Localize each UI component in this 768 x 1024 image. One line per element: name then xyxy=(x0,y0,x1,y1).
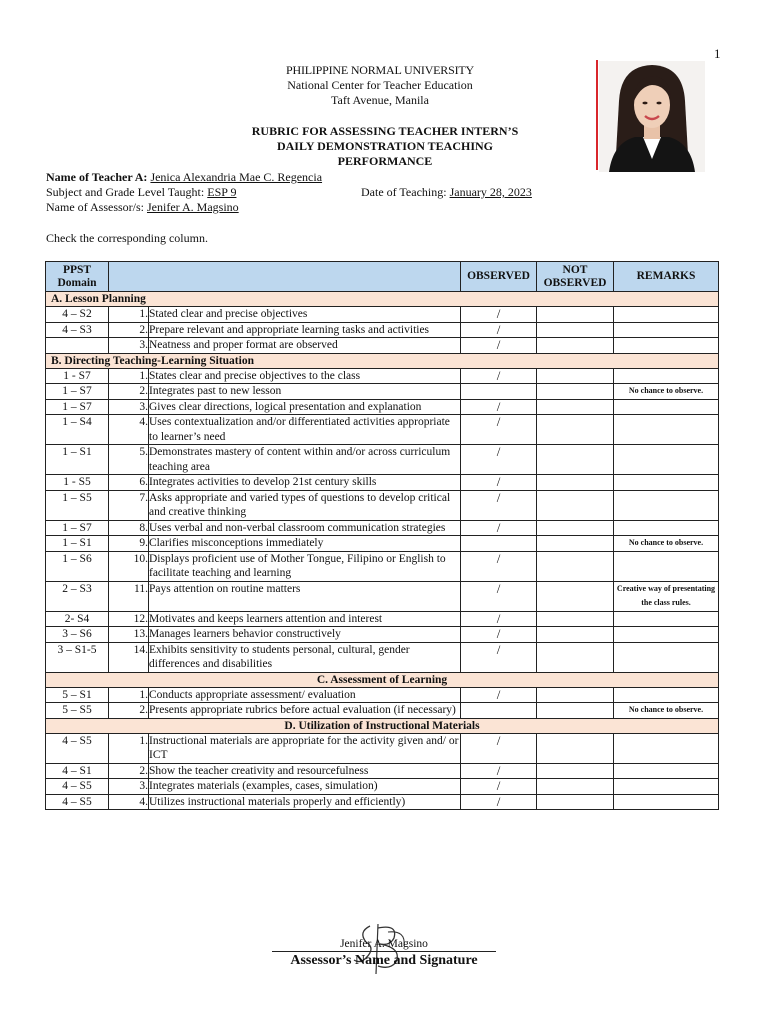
teacher-photo xyxy=(599,61,705,172)
table-row xyxy=(46,490,719,520)
domain-code: 4 – S1 xyxy=(46,763,109,779)
domain-code: 4 – S5 xyxy=(46,794,109,810)
assessor-signature-name: Jenifer A. Magsino xyxy=(272,938,496,952)
item-number: 3. xyxy=(109,399,149,415)
indicator-text: Exhibits sensitivity to students personal, cultural, gender differences and disabilities xyxy=(149,642,461,672)
observed-cell[interactable]: / xyxy=(461,733,537,763)
date-line xyxy=(361,185,532,199)
indicator-text: Utilizes instructional materials properly and efficiently) xyxy=(149,794,461,810)
remarks-cell xyxy=(614,794,719,810)
indicator-text: Asks appropriate and varied types of questions to develop critical and creative thinking xyxy=(149,490,461,520)
indicator-text: Displays proficient use of Mother Tongue, Filipino or English to facilitate teaching and learning xyxy=(149,551,461,581)
instruction-text: Check the corresponding column. xyxy=(46,231,208,245)
section-row xyxy=(46,672,719,687)
observed-cell[interactable]: / xyxy=(461,763,537,779)
not-observed-cell[interactable] xyxy=(537,627,614,643)
observed-cell[interactable]: / xyxy=(461,642,537,672)
observed-cell[interactable] xyxy=(461,384,537,400)
domain-code: 2 – S3 xyxy=(46,581,109,611)
signature-block xyxy=(272,938,496,969)
not-observed-cell[interactable] xyxy=(537,536,614,552)
indicator-text: Integrates materials (examples, cases, simulation) xyxy=(149,779,461,795)
remarks-cell xyxy=(614,368,719,384)
item-number: 1. xyxy=(109,733,149,763)
remarks-cell xyxy=(614,415,719,445)
remarks-cell xyxy=(614,490,719,520)
remarks-cell xyxy=(614,307,719,323)
observed-cell[interactable] xyxy=(461,536,537,552)
remarks-cell xyxy=(614,475,719,491)
item-number: 5. xyxy=(109,445,149,475)
not-observed-cell[interactable] xyxy=(537,384,614,400)
table-row xyxy=(46,384,719,400)
domain-code: 1 - S7 xyxy=(46,368,109,384)
table-row xyxy=(46,445,719,475)
domain-code: 4 – S5 xyxy=(46,779,109,795)
indicator-text: Instructional materials are appropriate for the activity given and/ or ICT xyxy=(149,733,461,763)
subject-line xyxy=(46,185,236,199)
not-observed-cell[interactable] xyxy=(537,307,614,323)
indicator-text: Uses contextualization and/or differentiated activities appropriate to learner’s need xyxy=(149,415,461,445)
item-number: 3. xyxy=(109,779,149,795)
observed-cell[interactable]: / xyxy=(461,551,537,581)
item-number: 2. xyxy=(109,322,149,338)
table-row xyxy=(46,536,719,552)
subject-value: ESP 9 xyxy=(207,185,237,199)
domain-code: 5 – S1 xyxy=(46,687,109,703)
item-number: 12. xyxy=(109,611,149,627)
assessor-label: Name of Assessor/s: xyxy=(46,200,144,214)
not-observed-cell[interactable] xyxy=(537,581,614,611)
domain-code: 3 – S1-5 xyxy=(46,642,109,672)
item-number: 3. xyxy=(109,338,149,354)
item-number: 13. xyxy=(109,627,149,643)
remarks-cell xyxy=(614,763,719,779)
indicator-text: Demonstrates mastery of content within and/or across curriculum teaching area xyxy=(149,445,461,475)
domain-code xyxy=(46,338,109,354)
teacher-name-line xyxy=(46,170,322,184)
observed-cell[interactable]: / xyxy=(461,611,537,627)
domain-code: 1 – S6 xyxy=(46,551,109,581)
remarks-cell: No chance to observe. xyxy=(614,703,719,719)
section-row xyxy=(46,718,719,733)
not-observed-cell[interactable] xyxy=(537,551,614,581)
observed-cell[interactable]: / xyxy=(461,475,537,491)
table-row xyxy=(46,322,719,338)
not-observed-cell[interactable] xyxy=(537,611,614,627)
item-number: 4. xyxy=(109,415,149,445)
not-observed-cell[interactable] xyxy=(537,794,614,810)
remarks-cell xyxy=(614,551,719,581)
accent-line xyxy=(596,60,598,170)
not-observed-cell[interactable] xyxy=(537,733,614,763)
item-number: 1. xyxy=(109,368,149,384)
rubric-table xyxy=(45,261,719,810)
domain-code: 1 – S7 xyxy=(46,399,109,415)
remarks-cell xyxy=(614,642,719,672)
remarks-cell xyxy=(614,445,719,475)
table-row xyxy=(46,733,719,763)
item-number: 10. xyxy=(109,551,149,581)
domain-code: 1 - S5 xyxy=(46,475,109,491)
title-line-1: RUBRIC FOR ASSESSING TEACHER INTERN’S xyxy=(251,124,519,138)
subject-label: Subject and Grade Level Taught: xyxy=(46,185,205,199)
domain-code: 5 – S5 xyxy=(46,703,109,719)
page-number: 1 xyxy=(714,46,721,61)
indicator-text: Stated clear and precise objectives xyxy=(149,307,461,323)
university-name: PHILIPPINE NORMAL UNIVERSITY xyxy=(286,63,474,77)
table-row xyxy=(46,642,719,672)
assessor-value: Jenifer A. Magsino xyxy=(147,200,239,214)
observed-cell[interactable]: / xyxy=(461,307,537,323)
domain-code: 1 – S1 xyxy=(46,445,109,475)
observed-cell[interactable]: / xyxy=(461,368,537,384)
observed-header: OBSERVED xyxy=(461,262,537,292)
remarks-cell: No chance to observe. xyxy=(614,384,719,400)
section-row xyxy=(46,292,719,307)
table-row xyxy=(46,551,719,581)
remarks-cell xyxy=(614,611,719,627)
not-observed-cell[interactable] xyxy=(537,763,614,779)
domain-code: 1 – S4 xyxy=(46,415,109,445)
center-name: National Center for Teacher Education xyxy=(287,78,473,92)
item-number: 8. xyxy=(109,520,149,536)
remarks-cell xyxy=(614,733,719,763)
domain-code: 4 – S3 xyxy=(46,322,109,338)
domain-code: 4 – S5 xyxy=(46,733,109,763)
not-observed-cell[interactable] xyxy=(537,322,614,338)
remarks-cell xyxy=(614,779,719,795)
date-value: January 28, 2023 xyxy=(449,185,532,199)
item-number: 9. xyxy=(109,536,149,552)
table-row xyxy=(46,368,719,384)
remarks-cell xyxy=(614,520,719,536)
remarks-cell: Creative way of presentating the class rules. xyxy=(614,581,719,611)
observed-cell[interactable]: / xyxy=(461,490,537,520)
not-observed-cell[interactable] xyxy=(537,445,614,475)
remarks-cell xyxy=(614,627,719,643)
item-number: 2. xyxy=(109,763,149,779)
indicator-text: Integrates past to new lesson xyxy=(149,384,461,400)
domain-code: 3 – S6 xyxy=(46,627,109,643)
not-observed-cell[interactable] xyxy=(537,703,614,719)
not-observed-cell[interactable] xyxy=(537,415,614,445)
not-observed-header: NOT OBSERVED xyxy=(537,262,614,292)
domain-header: PPST Domain xyxy=(46,262,109,292)
address: Taft Avenue, Manila xyxy=(331,93,429,107)
indicator-text: Motivates and keeps learners attention and interest xyxy=(149,611,461,627)
item-number: 2. xyxy=(109,384,149,400)
table-row xyxy=(46,581,719,611)
indicator-text: States clear and precise objectives to the class xyxy=(149,368,461,384)
not-observed-cell[interactable] xyxy=(537,642,614,672)
item-number: 1. xyxy=(109,687,149,703)
indicator-text: Presents appropriate rubrics before actual evaluation (if necessary) xyxy=(149,703,461,719)
institution-header xyxy=(230,63,530,108)
section-row xyxy=(46,353,719,368)
signature-label: Assessor’s Name and Signature xyxy=(290,953,478,968)
date-label: Date of Teaching: xyxy=(361,185,447,199)
table-header-row xyxy=(46,262,719,292)
indicator-text: Clarifies misconceptions immediately xyxy=(149,536,461,552)
assessor-line xyxy=(46,200,239,214)
remarks-header: REMARKS xyxy=(614,262,719,292)
rubric-body xyxy=(46,292,719,810)
domain-code: 1 – S7 xyxy=(46,384,109,400)
document-title xyxy=(230,124,540,169)
section-title: A. Lesson Planning xyxy=(46,292,719,307)
table-row xyxy=(46,415,719,445)
observed-cell[interactable]: / xyxy=(461,794,537,810)
observed-cell[interactable]: / xyxy=(461,415,537,445)
table-row xyxy=(46,779,719,795)
indicator-text: Uses verbal and non-verbal classroom communication strategies xyxy=(149,520,461,536)
not-observed-cell[interactable] xyxy=(537,475,614,491)
table-row xyxy=(46,475,719,491)
remarks-cell xyxy=(614,687,719,703)
remarks-cell xyxy=(614,338,719,354)
item-number: 11. xyxy=(109,581,149,611)
domain-code: 1 – S7 xyxy=(46,520,109,536)
item-number: 7. xyxy=(109,490,149,520)
domain-code: 1 – S5 xyxy=(46,490,109,520)
teacher-label: Name of Teacher A: xyxy=(46,170,148,184)
table-row xyxy=(46,763,719,779)
remarks-cell xyxy=(614,399,719,415)
table-row xyxy=(46,399,719,415)
observed-cell[interactable] xyxy=(461,703,537,719)
not-observed-cell[interactable] xyxy=(537,687,614,703)
observed-cell[interactable]: / xyxy=(461,445,537,475)
item-number: 2. xyxy=(109,703,149,719)
section-title: D. Utilization of Instructional Materials xyxy=(46,718,719,733)
table-row xyxy=(46,687,719,703)
indicator-text: Pays attention on routine matters xyxy=(149,581,461,611)
observed-cell[interactable]: / xyxy=(461,779,537,795)
observed-cell[interactable]: / xyxy=(461,627,537,643)
indicator-text: Integrates activities to develop 21st century skills xyxy=(149,475,461,491)
table-row xyxy=(46,703,719,719)
observed-cell[interactable]: / xyxy=(461,399,537,415)
table-row xyxy=(46,338,719,354)
table-row xyxy=(46,520,719,536)
indicator-text: Conducts appropriate assessment/ evaluation xyxy=(149,687,461,703)
section-title: C. Assessment of Learning xyxy=(46,672,719,687)
observed-cell[interactable]: / xyxy=(461,338,537,354)
domain-code: 4 – S2 xyxy=(46,307,109,323)
item-number: 6. xyxy=(109,475,149,491)
not-observed-cell[interactable] xyxy=(537,338,614,354)
observed-cell[interactable]: / xyxy=(461,520,537,536)
teacher-name: Jenica Alexandria Mae C. Regencia xyxy=(150,170,323,184)
not-observed-cell[interactable] xyxy=(537,490,614,520)
remarks-cell: No chance to observe. xyxy=(614,536,719,552)
not-observed-cell[interactable] xyxy=(537,399,614,415)
indicator-text: Gives clear directions, logical presentation and explanation xyxy=(149,399,461,415)
domain-code: 2- S4 xyxy=(46,611,109,627)
indicator-header xyxy=(109,262,461,292)
title-line-2: DAILY DEMONSTRATION TEACHING PERFORMANCE xyxy=(276,139,494,168)
not-observed-cell[interactable] xyxy=(537,520,614,536)
indicator-text: Neatness and proper format are observed xyxy=(149,338,461,354)
table-row xyxy=(46,794,719,810)
item-number: 4. xyxy=(109,794,149,810)
remarks-cell xyxy=(614,322,719,338)
table-row xyxy=(46,611,719,627)
not-observed-cell[interactable] xyxy=(537,779,614,795)
table-row xyxy=(46,627,719,643)
indicator-text: Prepare relevant and appropriate learning tasks and activities xyxy=(149,322,461,338)
observed-cell[interactable]: / xyxy=(461,687,537,703)
domain-code: 1 – S1 xyxy=(46,536,109,552)
section-title: B. Directing Teaching-Learning Situation xyxy=(46,353,719,368)
indicator-text: Show the teacher creativity and resourcefulness xyxy=(149,763,461,779)
item-number: 1. xyxy=(109,307,149,323)
observed-cell[interactable]: / xyxy=(461,322,537,338)
table-row xyxy=(46,307,719,323)
observed-cell[interactable]: / xyxy=(461,581,537,611)
indicator-text: Manages learners behavior constructively xyxy=(149,627,461,643)
not-observed-cell[interactable] xyxy=(537,368,614,384)
item-number: 14. xyxy=(109,642,149,672)
